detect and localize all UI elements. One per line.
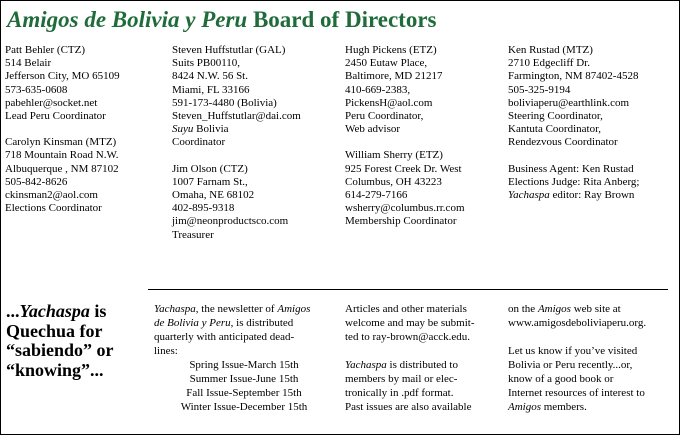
director-name: William Sherry (ETZ)	[345, 149, 443, 162]
director-patt-behler	[5, 44, 120, 123]
business-agent: Business Agent: Ken Rustad	[508, 162, 634, 175]
city-line: Baltimore, MD 21217	[345, 70, 443, 83]
org-name: Amigos	[508, 401, 541, 413]
text-line	[345, 358, 475, 372]
text-line: know of a good book or	[508, 373, 614, 385]
text-line: members by mail or elec-	[345, 373, 458, 385]
deadline-item: Fall Issue-September 15th	[186, 387, 302, 399]
directors-column-2	[172, 44, 301, 242]
email: wsherry@columbus.rr.com	[345, 202, 465, 215]
role: Treasurer	[172, 228, 214, 241]
director-jim-olson	[172, 163, 301, 242]
city-line: Miami, FL 33166	[172, 83, 250, 96]
text-line: Bolivia or Peru recently...or,	[508, 359, 633, 371]
editor-text: editor: Ray Brown	[549, 189, 635, 202]
phone: 591-173-4480 (Bolivia)	[172, 96, 277, 109]
email: Steven_Huffstutlar@dai.com	[172, 110, 301, 123]
city-line: Columbus, OH 43223	[345, 175, 442, 188]
deadline-item: Winter Issue-December 15th	[180, 401, 308, 413]
address-line: 718 Mountain Road N.W.	[5, 149, 119, 162]
phone: 402-895-9318	[172, 202, 235, 215]
page-title	[7, 5, 437, 35]
newsletter-name: Yachaspa	[508, 189, 550, 202]
phone: 573-635-0608	[5, 83, 68, 96]
director-steven-huffstutlar	[172, 44, 301, 150]
text-line: Past issues are also available	[345, 401, 472, 413]
yachaspa-quote	[6, 302, 146, 380]
email: pabehler@socket.net	[5, 96, 98, 109]
role: Steering Coordinator,	[508, 110, 603, 123]
address-line: 2450 Eutaw Place,	[345, 57, 428, 70]
text-line	[508, 400, 646, 414]
quote-line: “sabiendo” or	[6, 340, 114, 360]
email: PickensH@aol.com	[345, 96, 433, 109]
role: Membership Coordinator	[345, 215, 457, 228]
address-line: 8424 N.W. 56 St.	[172, 70, 248, 83]
directors-column-1	[5, 44, 120, 215]
newsletter-info	[154, 302, 334, 414]
text-fragment: , the newsletter of	[195, 303, 278, 315]
phone: 410-669-2383,	[345, 83, 411, 96]
text-line: ted to ray-brown@acck.edu.	[345, 331, 470, 343]
city-line: Omaha, NE 68102	[172, 189, 255, 202]
directors-column-3	[345, 44, 465, 229]
text-line: lines:	[154, 345, 178, 357]
director-william-sherry	[345, 149, 465, 228]
role-country: Bolivia	[193, 123, 229, 136]
quote-line	[6, 302, 146, 322]
text-fragment: is distributed to	[386, 359, 458, 371]
text-fragment: , is distributed	[230, 317, 294, 329]
website-url: www.amigosdeboliviaperu.org.	[508, 317, 647, 329]
address-line: 1007 Farnam St.,	[172, 175, 248, 188]
phone: 505-842-8626	[5, 175, 68, 188]
email: jim@neonproductsco.com	[172, 215, 289, 228]
phone: 505-325-9194	[508, 83, 571, 96]
text-fragment: web site at	[570, 303, 621, 315]
text-line: Internet resources of interest to	[508, 387, 645, 399]
address-line: 2710 Edgecliff Dr.	[508, 57, 590, 70]
quote-word: Yachaspa	[19, 301, 90, 321]
director-name: Carolyn Kinsman (MTZ)	[5, 136, 117, 149]
suyu-word: Suyu	[172, 123, 194, 136]
text-line: welcome and may be submit-	[345, 317, 475, 329]
text-line: Let us know if you’ve visited	[508, 345, 638, 357]
text-line	[508, 302, 646, 316]
text-line: quarterly with anticipated dead-	[154, 331, 295, 343]
quote-line: Quechua for	[6, 320, 103, 341]
role: Rendezvous Coordinator	[508, 136, 618, 149]
address-line: 514 Belair	[5, 57, 52, 70]
role: Web advisor	[345, 123, 401, 136]
quote-is: is	[89, 301, 107, 321]
director-name: Jim Olson (CTZ)	[172, 162, 248, 175]
deadline-item: Summer Issue-June 15th	[189, 373, 299, 385]
text-line: tronically in .pdf format.	[345, 387, 454, 399]
deadline-item: Spring Issue-March 15th	[189, 359, 299, 371]
org-name: Amigos	[277, 303, 311, 315]
phone: 614-279-7166	[345, 189, 408, 202]
divider-line	[148, 289, 668, 290]
newsletter-name: Yachaspa	[345, 359, 387, 371]
text-fragment: on the	[508, 303, 538, 315]
city-line: Jefferson City, MO 65109	[5, 70, 120, 83]
newsletter-name: Yachaspa	[154, 303, 196, 315]
director-ken-rustad	[508, 44, 639, 150]
text-line	[154, 316, 334, 330]
email: boliviaperu@earthlink.com	[508, 96, 630, 109]
title-rest: Board of Directors	[247, 7, 437, 32]
quote-ellipsis: ...	[6, 301, 20, 321]
role: Elections Coordinator	[5, 202, 102, 215]
title-org-name: Amigos de Bolivia y Peru	[7, 7, 248, 32]
submission-info	[345, 302, 475, 414]
website-info	[508, 302, 646, 414]
role: Lead Peru Coordinator	[5, 110, 106, 123]
text-line: Articles and other materials	[345, 303, 467, 315]
role	[172, 123, 301, 136]
quote-line: “knowing”...	[6, 359, 104, 380]
org-name: Amigos	[537, 303, 571, 315]
city-line: Albuquerque , NM 87102	[5, 162, 119, 175]
address-line: Suits PB00110,	[172, 57, 241, 70]
newsletter-editor	[508, 189, 639, 202]
director-name: Ken Rustad (MTZ)	[508, 44, 593, 56]
director-name: Steven Huffstutlar (GAL)	[172, 44, 286, 56]
text-fragment: members.	[541, 401, 587, 413]
director-carolyn-kinsman	[5, 136, 120, 215]
text-line	[154, 302, 334, 316]
director-name: Patt Behler (CTZ)	[5, 44, 86, 56]
email: ckinsman2@aol.com	[5, 189, 98, 202]
role: Coordinator	[172, 136, 226, 149]
city-line: Farmington, NM 87402-4528	[508, 70, 639, 83]
deadlines-list	[154, 358, 334, 414]
org-name: de Bolivia y Peru	[154, 317, 231, 329]
role: Kantuta Coordinator,	[508, 123, 602, 136]
other-officers	[508, 163, 639, 203]
director-hugh-pickens	[345, 44, 465, 136]
address-line: 925 Forest Creek Dr. West	[345, 162, 462, 175]
elections-judge: Elections Judge: Rita Anberg;	[508, 175, 640, 188]
director-name: Hugh Pickens (ETZ)	[345, 44, 437, 56]
role: Peru Coordinator,	[345, 110, 424, 123]
directors-column-4	[508, 44, 639, 202]
